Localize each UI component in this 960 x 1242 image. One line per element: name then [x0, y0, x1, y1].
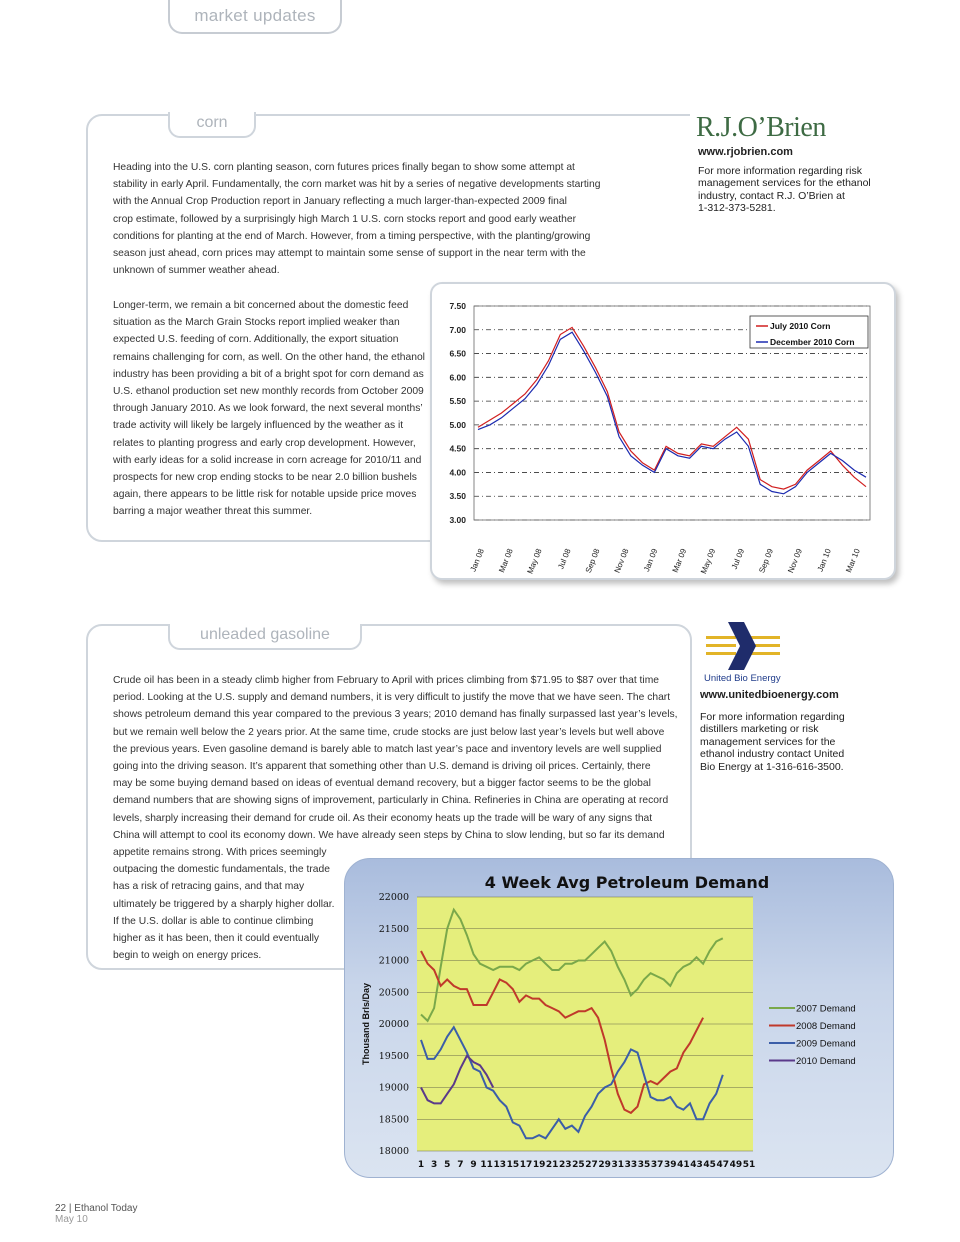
x-tick-label: May 08 [525, 547, 544, 576]
text-line: levels, sharply increasing their demand for crude oil. As their economy heats up the trade will be wary of any signs that [113, 812, 653, 824]
y-tick-label: 19500 [378, 1050, 409, 1062]
info-line: management services for the ethanol [698, 177, 871, 189]
text-line: again, there appears to be little risk for notable upside price moves [113, 489, 417, 501]
info-line: For more information regarding [700, 710, 845, 723]
y-axis-label: Thousand Brls/Day [361, 982, 371, 1066]
text-line: may be some buying demand based on ideas of eventual demand recovery, but a bigger factor seems to be the global [113, 778, 651, 790]
x-tick-label: 33 [624, 1160, 638, 1170]
corn-price-chart [430, 282, 896, 580]
y-tick-label: 20500 [378, 987, 409, 999]
y-tick-label: 7.50 [449, 301, 466, 311]
info-line: 1-312-373-5281. [698, 202, 776, 214]
text-line: shows petroleum demand this year compared to the previous 3 years; 2010 demand has finally surpassed last year’s levels, [113, 709, 678, 721]
y-tick-label: 19000 [378, 1082, 409, 1094]
legend-label: December 2010 Corn [770, 337, 855, 347]
text-line: but we remain well below the 2 years prior. At the same time, crude stocks are just below last year’s levels but well above [113, 726, 665, 738]
x-tick-label: Jul 08 [556, 547, 573, 571]
section-label: market updates [194, 6, 316, 25]
text-line: relates to planting progress and early crop development. However, [113, 437, 416, 449]
y-tick-label: 4.00 [449, 467, 466, 478]
x-tick-label: 31 [611, 1160, 625, 1170]
y-tick-label: 7.00 [449, 324, 466, 335]
x-tick-label: 25 [572, 1160, 585, 1170]
x-tick-label: 17 [519, 1160, 533, 1170]
petroleum-demand-chart [344, 858, 894, 1178]
text-line: with early ideas for a solid increase in corn acreage for 2010/11 and [113, 454, 422, 466]
text-line: remains challenging for corn, as well. On the other hand, the ethanol [113, 351, 425, 363]
text-line: going into the driving season. It’s apparent that something other than U.S. demand is driving oil prices. Certainly, there [113, 761, 651, 773]
legend-label: 2009 Demand [796, 1038, 856, 1050]
y-tick-label: 6.00 [449, 372, 466, 383]
page-footer [55, 1203, 137, 1225]
info-line: ethanol industry contact United [700, 748, 845, 760]
text-line: higher as it has been, then it could eventually [113, 933, 320, 945]
y-tick-label: 6.50 [449, 348, 466, 359]
x-tick-label: 27 [585, 1160, 598, 1170]
ube-url[interactable]: www.unitedbioenergy.com [700, 689, 839, 701]
x-tick-label: 29 [598, 1160, 611, 1170]
y-tick-label: 18000 [378, 1146, 409, 1157]
gasoline-tab-label: unleaded gasoline [200, 626, 330, 643]
text-line: prospects for new crop ending stocks to be near 2.0 billion bushels [113, 472, 417, 484]
x-tick-label: 23 [559, 1160, 572, 1170]
text-line: appetite remains strong. With prices seemingly [113, 847, 327, 859]
info-line: management services for the [700, 735, 836, 748]
x-tick-label: 49 [729, 1160, 743, 1170]
rjobrien-info [698, 146, 898, 215]
x-tick-label: Nov 08 [612, 547, 631, 575]
x-tick-label: 11 [480, 1160, 493, 1170]
text-line: trade activity will likely be largely influenced by the weather as it [113, 420, 404, 432]
text-line: If the U.S. dollar is able to continue climbing [113, 915, 314, 927]
text-line: Longer-term, we remain a bit concerned about the domestic feed [113, 300, 409, 311]
corn-paragraph-2 [113, 297, 425, 521]
x-tick-label: 19 [532, 1160, 546, 1170]
y-tick-label: 3.50 [449, 491, 466, 502]
x-tick-label: 51 [742, 1160, 756, 1170]
text-line: stability in early April. Fundamentally, the corn market was hit by a series of negative developments starting [113, 179, 601, 191]
info-line: industry, contact R.J. O’Brien at [698, 189, 845, 202]
ube-info [700, 689, 890, 773]
y-tick-label: 21000 [378, 955, 409, 967]
x-tick-label: 47 [716, 1160, 730, 1170]
y-tick-label: 20000 [378, 1019, 409, 1030]
text-line: through January 2010. As we look forward, the next several months’ [113, 403, 423, 415]
x-tick-label: 41 [677, 1160, 690, 1170]
text-line: outpacing the domestic fundamentals, the trade [113, 864, 330, 876]
y-tick-label: 5.50 [449, 396, 466, 407]
x-tick-label: Sep 08 [583, 547, 602, 575]
chart-title: 4 Week Avg Petroleum Demand [484, 873, 770, 892]
legend-label: 2010 Demand [796, 1056, 856, 1067]
x-tick-label: Mar 08 [497, 547, 515, 574]
page-number: 22 | Ethanol Today [55, 1203, 138, 1214]
x-tick-label: 39 [664, 1160, 677, 1170]
x-tick-label: 37 [650, 1160, 664, 1170]
x-tick-label: Mar 09 [670, 547, 689, 574]
x-tick-label: 35 [637, 1160, 651, 1170]
x-tick-label: 5 [444, 1160, 451, 1170]
x-tick-label: Sep 09 [757, 547, 776, 575]
text-line: has a risk of retracing gains, and that may [113, 881, 305, 893]
text-line: period. Looking at the U.S. supply and demand numbers, it is very difficult to justify the move that we have seen. The chart [113, 692, 671, 704]
y-tick-label: 21500 [378, 923, 409, 935]
text-line: barring a major weather threat this summer. [113, 506, 313, 518]
text-line: China will attempt to cool its economy down. We have already seen steps by China to slow lending, but so far its demand [113, 829, 665, 841]
x-tick-label: 7 [457, 1160, 464, 1170]
text-line: with the Annual Crop Production report in January reflecting a much larger-than-expected 2009 final [113, 196, 567, 208]
text-line: season just ahead, corn prices may attempt to maintain some sense of support in the near term with the [113, 248, 586, 260]
ube-logo-text: United Bio Energy [704, 673, 781, 684]
info-line: Bio Energy at 1-316-616-3500. [700, 760, 844, 773]
text-line: begin to weigh on energy prices. [113, 950, 262, 962]
info-line: For more information regarding risk [698, 164, 862, 177]
x-tick-label: Jul 09 [729, 547, 747, 571]
corn-tab-label: corn [196, 114, 228, 131]
x-tick-label: 43 [690, 1160, 703, 1170]
corn-tab [168, 112, 256, 138]
text-line: conditions for planting at the end of March. However, from a timing perspective, with the planting/growing [113, 230, 591, 242]
x-tick-label: 15 [506, 1160, 520, 1170]
rjobrien-logo: R.J.O’Brien [696, 112, 826, 143]
text-line: crop estimate, followed by a surprisingly high March 1 U.S. corn stocks report and good early weather [113, 213, 577, 225]
text-line: demand numbers that are showing signs of improvement, particularly in China. Refineries in China are operating at record [113, 795, 669, 807]
corn-paragraph-1 [113, 159, 600, 279]
issue-date: May 10 [55, 1214, 88, 1225]
corn-chart-svg [432, 284, 894, 578]
x-tick-label: 9 [470, 1160, 477, 1170]
text-line: ultimately be triggered by a sharply higher dollar. [113, 898, 335, 910]
y-tick-label: 4.50 [449, 443, 466, 454]
x-tick-label: Nov 09 [786, 547, 805, 575]
text-line: the previous years. Even gasoline demand is barely able to match last year’s pace and inventory levels are well supplied [113, 743, 662, 755]
gasoline-tab [168, 624, 362, 650]
section-tab [168, 0, 342, 34]
y-tick-label: 5.00 [449, 419, 466, 430]
y-tick-label: 22000 [378, 892, 409, 903]
text-line: expected U.S. feeding of corn. Additionally, the export situation [113, 334, 399, 346]
legend-label: 2008 Demand [796, 1021, 856, 1032]
series-line [478, 327, 866, 489]
x-tick-label: 45 [703, 1160, 716, 1170]
text-line: U.S. ethanol production set new monthly records from October 2009 [113, 386, 424, 398]
text-line: Crude oil has been in a steady climb higher from February to April with prices climbing from $71.95 to $87 over that time [113, 675, 659, 686]
text-line: unknown of summer weather ahead. [113, 265, 280, 277]
x-tick-label: Jan 09 [642, 547, 660, 574]
x-tick-label: 3 [430, 1160, 438, 1170]
y-tick-label: 3.00 [449, 515, 466, 525]
info-line: distillers marketing or risk [700, 723, 819, 735]
rjobrien-url[interactable]: www.rjobrien.com [698, 146, 793, 158]
x-tick-label: 13 [493, 1160, 506, 1170]
x-tick-label: 1 [417, 1160, 425, 1170]
x-tick-label: Jan 10 [815, 547, 833, 574]
x-tick-label: 21 [545, 1160, 559, 1170]
petroleum-chart-svg [345, 859, 893, 1177]
x-tick-label: Jan 08 [468, 547, 486, 574]
text-line: Heading into the U.S. corn planting season, corn futures prices finally began to show some attempt at [113, 162, 575, 173]
legend-label: July 2010 Corn [770, 321, 831, 331]
y-tick-label: 18500 [378, 1114, 409, 1126]
x-tick-label: May 09 [699, 547, 718, 576]
text-line: situation as the March Grain Stocks report implied weaker than [113, 317, 400, 329]
legend-label: 2007 Demand [796, 1003, 856, 1015]
x-tick-label: Mar 10 [844, 547, 862, 574]
text-line: industry has been providing a bit of a bright spot for corn demand as [113, 368, 424, 380]
